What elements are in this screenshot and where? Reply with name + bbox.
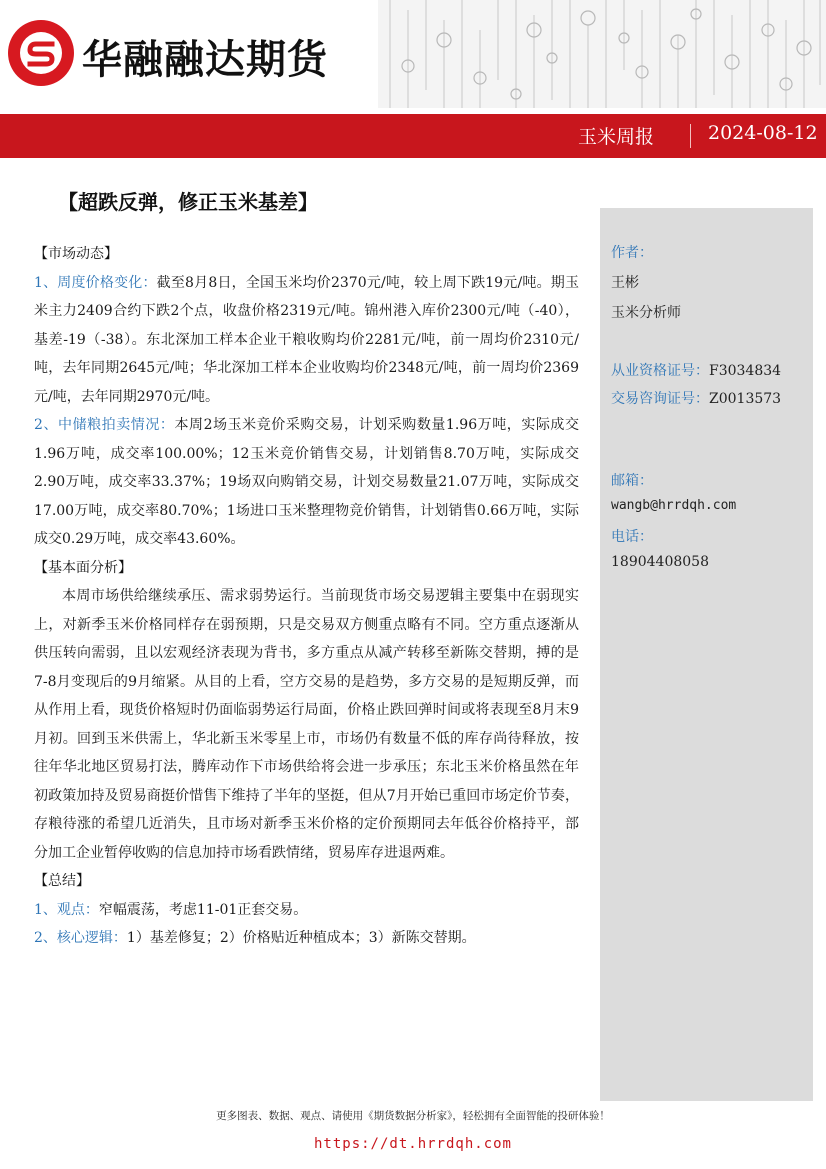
author-label: 作者： [611, 245, 653, 261]
summary-heading: 【总结】 [34, 873, 90, 889]
summary-item-view-text: 窄幅震荡，考虑11-01正套交易。 [98, 901, 308, 918]
phone-label: 电话： [611, 529, 653, 545]
email-label: 邮箱： [611, 473, 653, 489]
author-title: 玉米分析师 [611, 305, 681, 321]
footer-url-link[interactable]: https://dt.hrrdqh.com [313, 1136, 512, 1152]
logo-s-icon [8, 20, 74, 86]
market-item-auction-label: 2、中储粮拍卖情况： [34, 417, 175, 433]
market-item-auction-text: 本周2场玉米竞价采购交易，计划采购数量1.96万吨，实际成交1.96万吨，成交率100.00%；12玉米竞价销售交易，计划销售8.70万吨，实际成交2.90万吨，成交率33.37%；19场双向购销交易，计划交易数量21.07万吨，实际成交17.00万吨，成交率80.70%；1场进口玉米整理物竞价销售，计划销售0.66万吨，实际成交0.29万吨，成交率43.60%。 [34, 417, 579, 547]
fundamental-heading: 【基本面分析】 [34, 559, 132, 576]
brand-logo [8, 20, 74, 86]
header-decoration [378, 0, 826, 108]
report-date: 2024-08-12 [708, 122, 818, 144]
banner-divider [690, 124, 691, 148]
summary-item-view-label: 1、观点： [34, 901, 99, 918]
phone-value: 18904408058 [611, 554, 709, 570]
market-item-price [34, 269, 579, 412]
summary-item-logic-label: 2、核心逻辑： [34, 930, 127, 946]
summary-item-logic-text: 1）基差修复；2）价格贴近种植成本；3）新陈交替期。 [126, 930, 476, 946]
market-item-price-text: 截至8月8日，全国玉米均价2370元/吨，较上周下跌19元/吨。期玉米主力2409合约下跌2个点，收盘价格2319元/吨。锦州港入库价2300元/吨（-40），基差-19（-38）。东北深加工样本企业干粮收购均价2281元/吨，前一周均价2310元/吨，去年同期2645元/吨；华北深加工样本企业收购均价2348元/吨，前一周均价2369元/吨，去年同期2970元/吨。 [34, 274, 579, 405]
market-item-auction [34, 411, 579, 554]
market-item-price-label: 1、周度价格变化： [34, 274, 157, 291]
report-body [34, 240, 579, 953]
email-value[interactable]: wangb@hrrdqh.com [611, 498, 737, 513]
consult-label: 交易咨询证号： [611, 391, 709, 407]
summary-item-view [34, 896, 579, 925]
footer-note: 更多图表、数据、观点、请使用《期货数据分析家》，轻松拥有全面智能的投研体验！ [216, 1110, 610, 1122]
author-sidebar [600, 208, 813, 1101]
brand-name: 华融融达期货 [82, 37, 328, 83]
consult-value: Z0013573 [709, 391, 782, 407]
license-row [611, 360, 781, 380]
title-banner [0, 114, 826, 158]
summary-item-logic [34, 924, 579, 953]
report-type: 玉米周报 [578, 126, 655, 148]
header [0, 0, 826, 110]
fundamental-text: 本周市场供给继续承压、需求弱势运行。当前现货市场交易逻辑主要集中在弱现实上，对新季玉米价格同样存在弱预期，只是交易双方侧重点略有不同。空方重点逐渐从供压转向需弱，且以宏观经济表现为背书，多方重点从减产转移至新陈交替期，搏的是7-8月变现后的9月缩紧。从目的上看，空方交易的是趋势，多方交易的是短期反弹，而从作用上看，现货价格短时仍面临弱势运行局面，价格止跌回弹时间或将表现至8月末9月初。回到玉米供需上，华北新玉米零星上市，市场仍有数量不低的库存尚待释放，按往年华北地区贸易打法，腾库动作下市场供给将会进一步承压；东北玉米价格虽然在年初政策加持及贸易商挺价惜售下维持了半年的坚挺，但从7月开始已重回市场定价节奏，存粮待涨的希望几近消失，且市场对新季玉米价格的定价预期同去年低谷价格持平，部分加工企业暂停收购的信息加持市场看跌情绪，贸易库存进退两难。 [34, 588, 579, 861]
consult-row [611, 388, 781, 408]
report-headline: 【超跌反弹，修正玉米基差】 [58, 190, 318, 214]
market-heading: 【市场动态】 [34, 246, 118, 262]
license-value: F3034834 [709, 363, 782, 379]
author-name: 王彬 [611, 275, 639, 291]
license-label: 从业资格证号： [611, 363, 709, 379]
